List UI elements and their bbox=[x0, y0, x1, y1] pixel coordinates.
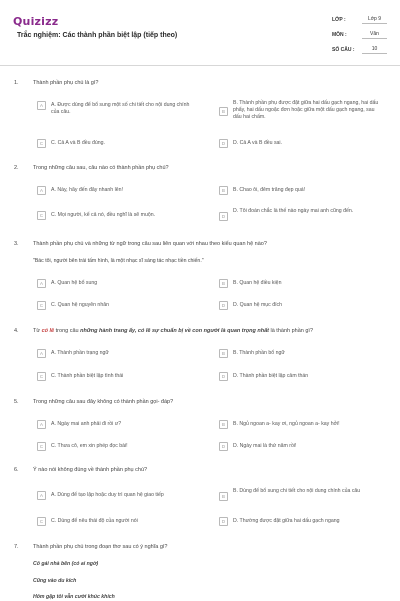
option-d[interactable] bbox=[219, 518, 379, 526]
question-keyword: có lẽ bbox=[41, 328, 55, 334]
option-b[interactable] bbox=[219, 488, 379, 501]
question-number: 5. bbox=[14, 399, 19, 405]
option-letter: C bbox=[37, 301, 46, 310]
meta-subject bbox=[332, 29, 387, 41]
option-text: A. Này, hãy đến đây nhanh lên! bbox=[51, 187, 124, 193]
option-letter: B bbox=[219, 279, 228, 288]
option-letter: D bbox=[219, 301, 228, 310]
option-text: C. Quan hệ nguyên nhân bbox=[51, 302, 109, 308]
option-c[interactable] bbox=[37, 443, 197, 451]
option-text: D. Quan hệ mục đích bbox=[233, 302, 283, 308]
question-text bbox=[33, 328, 383, 335]
poem-line: Hôm gặp tôi vẫn cười khúc khích bbox=[33, 594, 115, 600]
option-text: B. Dùng để bổ sung chi tiết cho nội dung chính của câu bbox=[233, 488, 361, 494]
option-b[interactable] bbox=[219, 421, 379, 429]
quizizz-logo bbox=[13, 15, 58, 29]
option-a[interactable] bbox=[37, 187, 197, 195]
option-b[interactable] bbox=[219, 350, 379, 358]
option-c[interactable] bbox=[37, 212, 197, 220]
poem-line: Cũng vào du kích bbox=[33, 578, 77, 584]
option-text: D. Cả A và B đều sai. bbox=[233, 140, 283, 146]
option-letter: A bbox=[37, 420, 46, 429]
question-quote: "Bác tôi, người bên trái tấm hình, là một nhạc sĩ sáng tác nhạc tiền chiến." bbox=[33, 258, 204, 264]
question-number: 6. bbox=[14, 467, 19, 473]
question-text: Trong những câu sau, câu nào có thành phần phụ chú? bbox=[33, 165, 169, 171]
option-letter: B bbox=[219, 492, 228, 501]
option-letter: D bbox=[219, 372, 228, 381]
option-text: D. Ngày mai là thứ năm rồi! bbox=[233, 443, 297, 449]
option-text: B. Quan hệ điều kiện bbox=[233, 280, 282, 286]
question-text: Thành phần phụ chú là gì? bbox=[33, 80, 99, 86]
meta-label: SỐ CÂU : bbox=[332, 46, 355, 53]
question-text: Ý nào nói không đúng về thành phần phụ chú? bbox=[33, 467, 148, 473]
option-a[interactable] bbox=[37, 102, 197, 116]
option-letter: D bbox=[219, 139, 228, 148]
option-letter: D bbox=[219, 212, 228, 221]
meta-question-count bbox=[332, 44, 387, 56]
question-text: Thành phần phụ chú trong đoạn thơ sau có ý nghĩa gì? bbox=[33, 544, 168, 550]
logo-text: Quizizz bbox=[13, 15, 59, 28]
meta-grade bbox=[332, 14, 387, 26]
option-text: D. Thường được đặt giữa hai dấu gạch ngang bbox=[233, 518, 340, 524]
option-d[interactable] bbox=[219, 140, 379, 148]
option-text: C. Cả A và B đều đúng. bbox=[51, 140, 105, 146]
option-letter: C bbox=[37, 211, 46, 220]
option-letter: B bbox=[219, 349, 228, 358]
question-text-pre: Từ bbox=[33, 328, 42, 334]
poem-line: Cô gái nhà bên (có ai ngờ) bbox=[33, 561, 99, 567]
option-text: C. Thành phần biệt lập tình thái bbox=[51, 373, 124, 379]
option-letter: C bbox=[37, 372, 46, 381]
option-letter: C bbox=[37, 517, 46, 526]
option-text: B. Thành phần bổ ngữ bbox=[233, 350, 285, 356]
question-text: Trong những câu sau đây không có thành phần gọi- đáp? bbox=[33, 399, 174, 405]
option-letter: B bbox=[219, 186, 228, 195]
option-d[interactable] bbox=[219, 443, 379, 451]
option-text: C. Mọi người, kể cả nó, đều nghĩ là sẽ muộn. bbox=[51, 212, 156, 218]
option-text: B. Ngủ ngoan a- kay ơi, ngủ ngoan a- kay hởi! bbox=[233, 421, 340, 427]
question-number: 2. bbox=[14, 165, 19, 171]
option-text: A. Được dùng để bổ sung một số chi tiết cho nội dung chính của câu. bbox=[51, 102, 190, 116]
option-text: A. Ngày mai anh phải đi rồi ư? bbox=[51, 421, 122, 427]
option-text: B. Chao ôi, đêm trăng đẹp quá! bbox=[233, 187, 306, 193]
option-d[interactable] bbox=[219, 302, 379, 310]
option-a[interactable] bbox=[37, 280, 197, 288]
option-letter: A bbox=[37, 491, 46, 500]
option-text: B. Thành phần phụ được đặt giữa hai dấu gạch ngang, hai dấu phẩy, hai dấu ngoặc đơn hoặc giữa một dấu gạch ngang, sau dấu hai chấm. bbox=[233, 100, 379, 121]
question-number: 1. bbox=[14, 80, 19, 86]
question-number: 3. bbox=[14, 241, 19, 247]
worksheet-title: Trắc nghiệm: Các thành phần biệt lập (tiếp theo) bbox=[17, 32, 178, 39]
option-text: A. Quan hệ bổ sung bbox=[51, 280, 98, 286]
option-letter: B bbox=[219, 420, 228, 429]
meta-value: 10 bbox=[362, 46, 387, 55]
option-a[interactable] bbox=[37, 421, 197, 429]
meta-value: Văn bbox=[362, 31, 387, 40]
option-letter: C bbox=[37, 442, 46, 451]
option-text: D. Thành phần biệt lập cảm thán bbox=[233, 373, 309, 379]
option-a[interactable] bbox=[37, 350, 197, 358]
meta-label: LỚP : bbox=[332, 16, 346, 23]
option-text: A. Thành phần trạng ngữ bbox=[51, 350, 109, 356]
option-letter: C bbox=[37, 139, 46, 148]
question-quote: những hành trang ấy, có lẽ sự chuẩn bị về con người là quan trọng nhất bbox=[80, 328, 269, 334]
option-letter: A bbox=[37, 349, 46, 358]
option-letter: D bbox=[219, 517, 228, 526]
option-b[interactable] bbox=[219, 100, 379, 121]
option-letter: A bbox=[37, 186, 46, 195]
option-text: C. Thưa cô, em xin phép đọc bài! bbox=[51, 443, 128, 449]
option-text: A. Dùng để tạo lập hoặc duy trì quan hệ giao tiếp bbox=[51, 492, 164, 498]
option-text: D. Tôi đoán chắc là thế nào ngày mai anh cũng đến. bbox=[233, 208, 354, 214]
option-letter: B bbox=[219, 107, 228, 116]
meta-label: MÔN : bbox=[332, 31, 347, 38]
option-d[interactable] bbox=[219, 208, 379, 221]
question-text-mid: trong câu bbox=[54, 328, 81, 334]
option-c[interactable] bbox=[37, 373, 197, 381]
question-text-post: là thành phần gì? bbox=[268, 328, 314, 334]
option-d[interactable] bbox=[219, 373, 379, 381]
option-b[interactable] bbox=[219, 187, 379, 195]
question-number: 4. bbox=[14, 328, 19, 334]
option-text: C. Dùng để nêu thái độ của người nói bbox=[51, 518, 138, 524]
meta-value: Lớp 9 bbox=[362, 16, 387, 25]
option-letter: A bbox=[37, 101, 46, 110]
option-c[interactable] bbox=[37, 140, 197, 148]
option-letter: D bbox=[219, 442, 228, 451]
option-b[interactable] bbox=[219, 280, 379, 288]
option-a[interactable] bbox=[37, 492, 197, 500]
option-c[interactable] bbox=[37, 518, 197, 526]
question-text: Thành phần phụ chú và những từ ngữ trong câu sau liên quan với nhau theo kiểu quan hệ nào? bbox=[33, 241, 267, 247]
option-letter: A bbox=[37, 279, 46, 288]
question-number: 7. bbox=[14, 544, 19, 550]
header-divider bbox=[0, 65, 400, 66]
option-c[interactable] bbox=[37, 302, 197, 310]
